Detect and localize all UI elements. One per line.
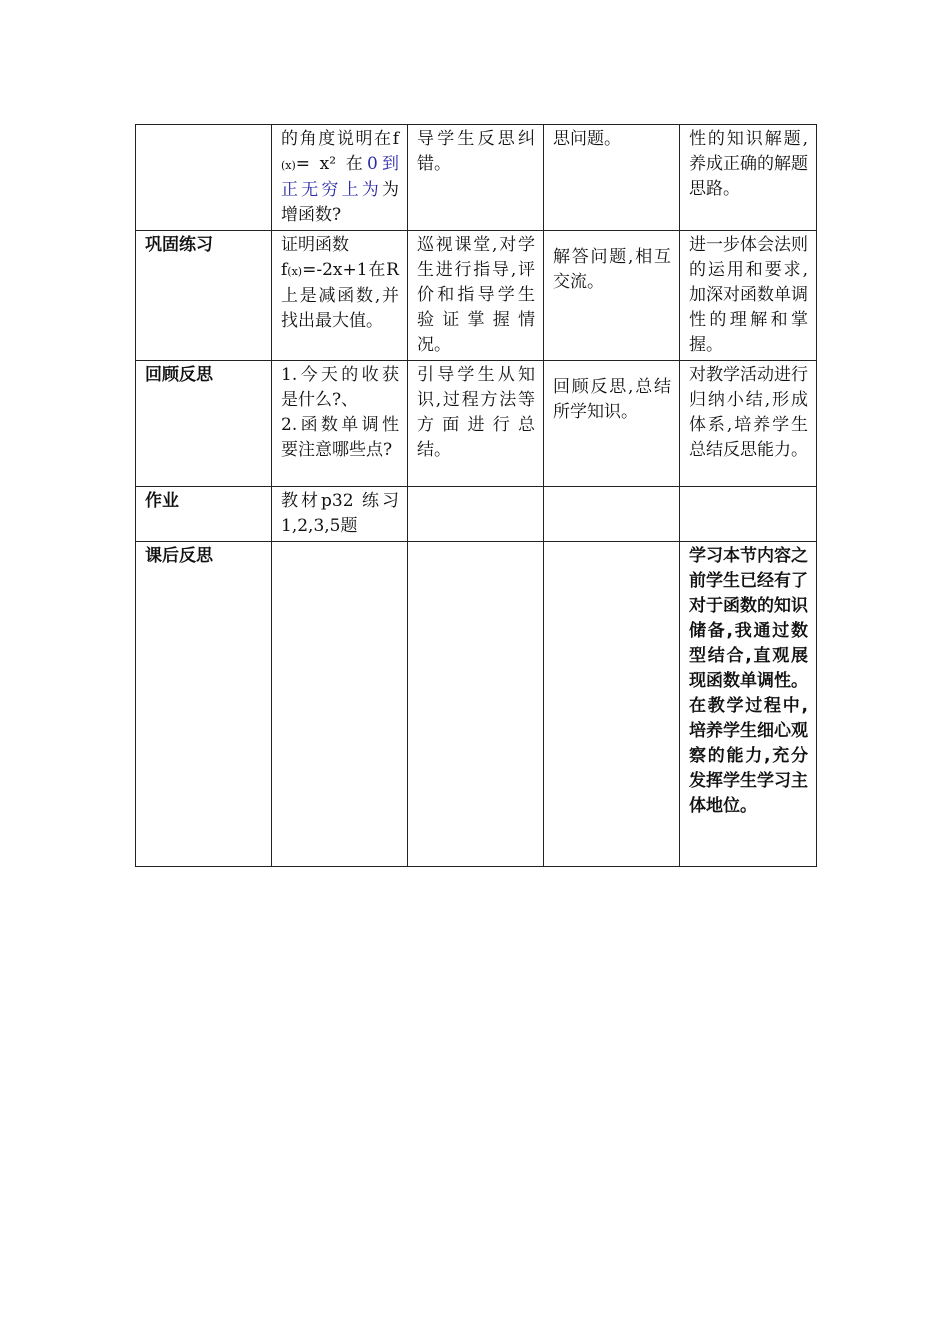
stage-cell: 课后反思 xyxy=(136,542,272,867)
reflection-cell: 学习本节内容之前学生已经有了对于函数的知识储备,我通过数型结合,直观展现函数单调性。在教学过程中,培养学生细心观察的能力,充分发挥学生学习主体地位。 xyxy=(680,542,817,867)
content-cell: 教材p32 练习1,2,3,5题 xyxy=(272,487,408,542)
content-cell xyxy=(272,542,408,867)
teacher-activity-cell: 引导学生从知识,过程方法等方面进行总结。 xyxy=(408,361,544,487)
design-intent-cell: 对教学活动进行归纳小结,形成体系,培养学生总结反思能力。 xyxy=(680,361,817,487)
table-row xyxy=(136,542,817,867)
table-row xyxy=(136,487,817,542)
content-text: = x² 在 xyxy=(295,154,367,174)
stage-cell: 回顾反思 xyxy=(136,361,272,487)
design-intent-cell: 性的知识解题,养成正确的解题思路。 xyxy=(680,125,817,231)
lesson-plan-table xyxy=(135,124,817,867)
stage-cell xyxy=(136,125,272,231)
student-activity-cell: 解答问题,相互交流。 xyxy=(544,231,680,361)
subscript: (x) xyxy=(287,265,303,278)
content-text: 为增函数? xyxy=(281,180,399,225)
student-activity-cell: 回顾反思,总结所学知识。 xyxy=(544,361,680,487)
table-row xyxy=(136,125,817,231)
student-activity-cell: 思问题。 xyxy=(544,125,680,231)
content-text: f xyxy=(281,260,288,280)
content-text: 的角度说明在f xyxy=(281,129,399,149)
content-cell xyxy=(272,361,408,487)
teacher-activity-cell: 导学生反思纠错。 xyxy=(408,125,544,231)
subscript: (x) xyxy=(281,159,296,172)
design-intent-cell: 进一步体会法则的运用和要求,加深对函数单调性的理解和掌握。 xyxy=(680,231,817,361)
content-text: 证明函数 xyxy=(281,235,349,255)
content-cell xyxy=(272,231,408,361)
student-activity-cell xyxy=(544,487,680,542)
table-row xyxy=(136,231,817,361)
teacher-activity-cell xyxy=(408,487,544,542)
stage-cell: 巩固练习 xyxy=(136,231,272,361)
teacher-activity-cell: 巡视课堂,对学生进行指导,评价和指导学生验证掌握情况。 xyxy=(408,231,544,361)
design-intent-cell xyxy=(680,487,817,542)
student-activity-cell xyxy=(544,542,680,867)
table-row xyxy=(136,361,817,487)
content-cell xyxy=(272,125,408,231)
stage-cell: 作业 xyxy=(136,487,272,542)
teacher-activity-cell xyxy=(408,542,544,867)
content-text: 1.今天的收获是什么?、 xyxy=(281,365,399,410)
highlighted-text: 0到正无穷上为 xyxy=(281,154,399,200)
content-text: 2.函数单调性要注意哪些点? xyxy=(281,415,399,460)
content-text: =-2x+1在R上是减函数,并找出最大值。 xyxy=(281,260,399,331)
